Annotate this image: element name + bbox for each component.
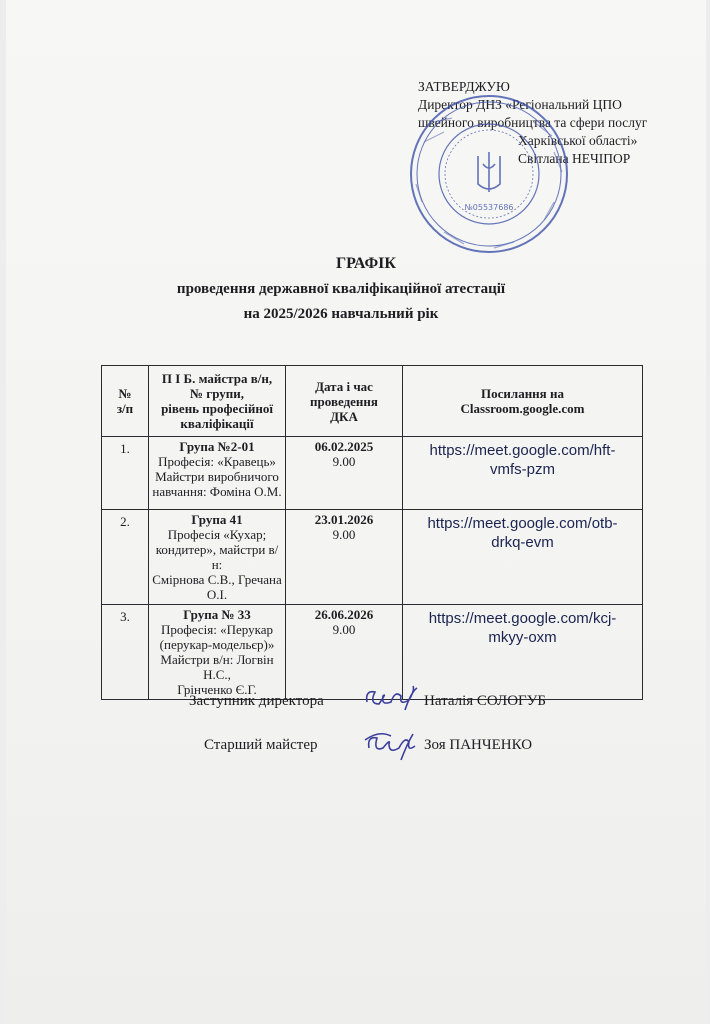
meet-link[interactable]: https://meet.google.com/hft- vmfs-pzm xyxy=(403,437,643,510)
signature-scribble-senior xyxy=(361,724,419,764)
signature-scribble-deputy xyxy=(361,682,421,716)
group-name: Група №2-01 xyxy=(179,439,255,454)
row-group-cell: Група № 33 Професія: «Перукар (перукар-модельєр)» Майстри в/н: Логвін Н.С., Грінченко Є.Г. xyxy=(149,605,286,700)
signature-name: Наталія СОЛОГУБ xyxy=(424,693,546,709)
exam-time: 9.00 xyxy=(332,454,356,469)
approval-line: Директор ДНЗ «Регіональний ЦПО xyxy=(418,97,622,112)
meet-link[interactable]: https://meet.google.com/kcj- mkyy-oxm xyxy=(403,605,643,700)
meet-link[interactable]: https://meet.google.com/otb- drkq-evm xyxy=(403,510,643,605)
exam-date: 06.02.2025 xyxy=(314,439,374,454)
row-group-cell: Група 41 Професія «Кухар; кондитер», майстри в/н: Смірнова С.В., Гречана О.І. xyxy=(149,510,286,605)
approval-heading: ЗАТВЕРДЖУЮ xyxy=(418,79,510,94)
table-row xyxy=(102,510,643,605)
title-year: на 2025/2026 навчальний рік xyxy=(243,306,439,322)
signature-name: Зоя ПАНЧЕНКО xyxy=(424,737,533,753)
document-page xyxy=(6,0,706,1024)
header-date-time: Дата і час проведення ДКА xyxy=(286,366,403,437)
seal-number: №05537686 xyxy=(464,203,514,212)
approval-line: Харківської області» xyxy=(518,133,638,148)
row-number: 2. xyxy=(102,510,149,605)
row-number: 1. xyxy=(102,437,149,510)
header-master-group: П І Б. майстра в/н, № групи, рівень професійної кваліфікації xyxy=(149,366,286,437)
table-header-row xyxy=(102,366,643,437)
header-number: № з/п xyxy=(102,366,149,437)
approval-director-name: Світлана НЕЧІПОР xyxy=(518,151,631,166)
title-subtitle: проведення державної кваліфікаційної атестації xyxy=(176,281,506,297)
official-seal xyxy=(404,92,574,257)
signature-role: Заступник директора xyxy=(189,693,324,709)
title-main: ГРАФІК xyxy=(335,255,397,272)
row-date-cell xyxy=(286,437,403,510)
schedule-table xyxy=(101,365,643,700)
document-title xyxy=(6,255,706,323)
approval-line: швейного виробництва та сфери послуг xyxy=(418,115,648,130)
signature-role: Старший майстер xyxy=(204,737,318,753)
row-date-cell xyxy=(286,510,403,605)
row-number: 3. xyxy=(102,605,149,700)
trident-icon xyxy=(478,152,500,192)
exam-date: 26.06.2026 xyxy=(314,607,374,622)
exam-date: 23.01.2026 xyxy=(314,512,374,527)
exam-time: 9.00 xyxy=(332,622,356,637)
group-name: Група 41 xyxy=(191,512,243,527)
header-link: Посилання на Classroom.google.com xyxy=(403,366,643,437)
exam-time: 9.00 xyxy=(332,527,356,542)
row-group-cell: Група №2-01 Професія: «Кравець» Майстри виробничого навчання: Фоміна О.М. xyxy=(149,437,286,510)
table-row xyxy=(102,437,643,510)
group-name: Група № 33 xyxy=(183,607,251,622)
